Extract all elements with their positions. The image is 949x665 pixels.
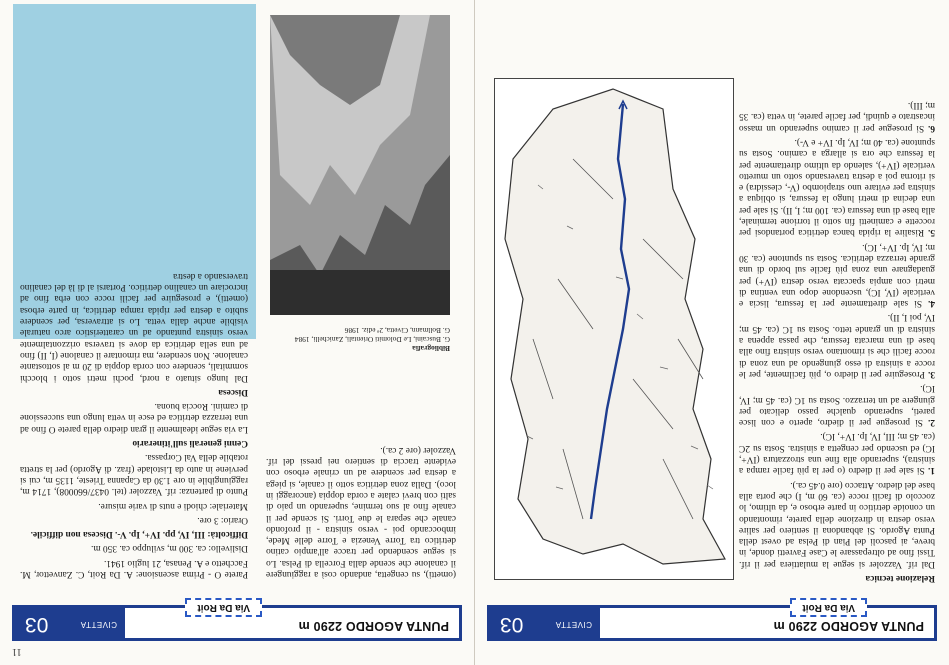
relazione-text: Dal rif. Vazzoler si segue la mulattiera per il rif. Tissi fino ad oltrepassare le Case Favretti donde, in breve, ai pascoli del Pian di Pelsa ad ovest della Punta Agordo. Si abbandona il sentiero per salire verso destra in direzione della parete, rimontando un conoide detritico in parte erboso e, da ultimo, lo zoccolo di facili rocce (ca. 60 m, I) che porta alla base del diedro. Attacco (ore 0.45 ca.). — [739, 479, 935, 569]
relazione-column — [739, 96, 935, 583]
caption-heading: Bibliografia — [412, 344, 450, 353]
discesa-text: Dal lungo situato a nord, pochi metri sotto i blocchi sommitali, scendere con corda doppia di 20 m al sottostante canalone. Non scendere, ma rimontare il canalone (I, II) fino ad una sella detritica da dove si traversa orizzontalmente verso sinistra puntando ad un caratteristico arco naturale visibile anche dalla vetta. Lo si attraversa, per scendere subito a destra per ripida rampa detritica, in parte erbosa (ometti), e proseguire per facili rocce con erba fino ad incrociare un canalino detritico. Portarsi al di là del canalino traversando a destra — [20, 270, 248, 383]
left-page-header — [487, 593, 937, 651]
zone-number-box — [490, 608, 600, 638]
route-name-tag: Via Da Roit — [790, 598, 867, 617]
elevation-gain: Dislivello: ca. 300 m, sviluppo ca. 350 m. — [90, 543, 248, 554]
approach-text: (ometti), su cengetta, andando così a raggiungere il canalone che scende dalla Forcella di Pelsa. Lo si segue scendendo per tracce all'ampio catino detritico tra Torre Venezia e Torre delle Mede, imboccando poi - verso sinistra - il profondo canale che separa le due Torri. Si scende per il canale fino al suo termine, superando un paio di salti con brevi calate a corda doppia (ancoraggi in loco). Dalla zona detritica sotto il canale, si piega a destra per scendere ad un crinale erboso con evidente traccia di sentiero nei pressi del rif. Vazzoler (ore 2 ca.). — [266, 444, 456, 579]
route-number: 03 — [25, 613, 49, 636]
pitch-item: 1. Si sale per il diedro (o per la più facile rampa a sinistra), superando alla fine una strozzatura (IV+, IC) ed uscendo per cengetta a sinistra. Sosta su 2C (ca. 45 m; III, IV, Ip. IV+, IC). — [738, 431, 935, 476]
route-name-tag: Via Da Roit — [185, 598, 262, 617]
relazione-heading: Relazione tecnica — [865, 573, 935, 583]
pitch-item: 2. Si prosegue per il diedro, aperto e con lisce pareti, superando qualche passo delicato per giungere ad un terrazzo. Sosta su 1C (ca. 45 m; IV, IC). — [738, 383, 935, 428]
zone-label: CIVETTA — [555, 620, 592, 629]
timing: Orario: 3 ore. — [197, 514, 248, 525]
zone-number-box — [15, 608, 125, 638]
mountain-photo-image — [270, 15, 450, 315]
details-column — [20, 267, 248, 579]
equipment: Materiale: chiodi e nuts di varie misure. — [98, 500, 248, 511]
pitch-item: 6. Si prosegue per il camino superando un masso incastrato e quindi, per facile parete, in vetta (ca. 35 m; III). — [738, 100, 935, 133]
route-topo-drawing — [494, 78, 734, 580]
right-page — [0, 0, 474, 665]
zone-label: CIVETTA — [80, 620, 117, 629]
page-number: 11 — [12, 646, 22, 657]
cenni-heading: Cenni generali sull'itinerario — [132, 438, 248, 449]
right-page-header — [12, 593, 462, 651]
caption-line: G. Buscaini, Le Dolomiti Orientali, Zanichelli, 1984 — [294, 335, 450, 344]
approach-column — [266, 440, 456, 579]
mountain-photo — [270, 15, 450, 315]
photo-caption — [265, 326, 450, 353]
cenni-text: La via segue idealmente il gran diedro della parete O fino ad una terrazza detritica ed esce in vetta lungo una successione di camini. Roccia buona. — [20, 401, 248, 434]
first-ascent: Parete O - Prima ascensione: A. Da Roit, C. Zanvettor, M. Facchetto e A. Penasa, 21 luglio 1941. — [20, 557, 248, 579]
caption-line: G. Bollmann, Civetta, 2ª ediz. 1986 — [344, 326, 450, 335]
discesa-heading: Discesa — [218, 386, 248, 397]
left-page — [474, 0, 949, 665]
route-number: 03 — [500, 613, 524, 636]
starting-point: Punto di partenza: rif. Vazzoler (tel. 0437/660008), 1714 m, raggiungibile in ore 1.30 da Capanna Trieste, 1135 m, cui si perviene in auto da Listolade (fraz. di Agordo) per la stretta rotabile della Val Corpassa. — [20, 452, 248, 497]
title-bar — [487, 605, 937, 641]
peak-title: PUNTA AGORDO 2290 m — [298, 619, 449, 633]
peak-title: PUNTA AGORDO 2290 m — [773, 619, 924, 633]
pitch-item: 4. Si sale direttamente per la fessura, liscia e verticale (IV, IC), uscendone dopo una ventina di metri con ampia spaccata verso destra (IV+) per guadagnare una zona più facile sul bordo di una grande terrazza detritica. Sosta su spuntone (ca. 30 m; IV, Ip. IV+, IC). — [738, 241, 935, 309]
difficulty: Difficoltà: III, IV, pp. IV+, Ip. V-. Discesa non difficile. — [30, 529, 248, 540]
topo-sketch — [495, 79, 733, 579]
pitch-item: 5. Risalire la ripida banca detritica portandosi per roccette e caminetti fin sotto il torrione terminale, alla base di una fessura (ca. 100 m; I, II). Si sale per una decina di metri lungo la fessura, si obliqua a sinistra per evitare uno strapiombo (V-, clessidra) e si ritorna poi a destra traversando sotto un muretto verticale (IV+), salendo da ultimo direttamente per la fessura che ora si allarga a camino. Sosta su spuntone (ca. 40 m; IV, Ip. IV+ e V-). — [738, 137, 935, 238]
pitch-item: 3. Proseguire per il diedro o, più facilmente, per le rocce a sinistra di esso giungendo ad una zona di rocce facili che si rimontano verso sinistra fino alla base di una marcata fessura, che passa appena a sinistra di un grande tetto. Sosta su 1C (ca. 45 m; IV, poi I, II). — [739, 312, 935, 379]
